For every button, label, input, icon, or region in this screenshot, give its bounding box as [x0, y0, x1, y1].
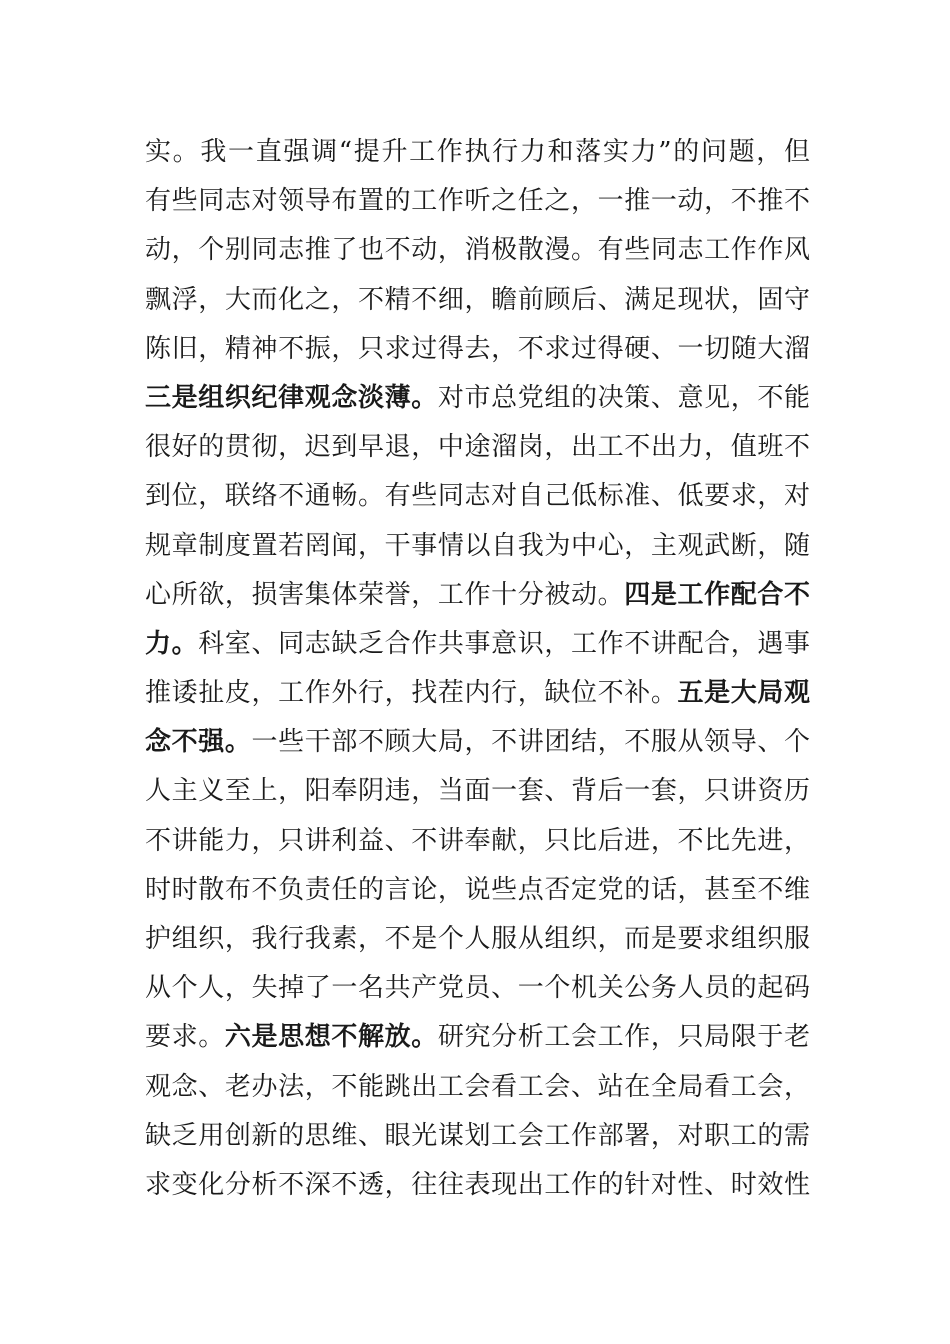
- text-line: [145, 128, 810, 177]
- body-text-run: 人主义至上，阳奉阴违，当面一套、背后一套，只讲资历: [145, 776, 810, 807]
- body-text-run: 有些同志对领导布置的工作听之任之，一推一动，不推不: [145, 186, 810, 217]
- text-line: [145, 817, 810, 866]
- text-line: [145, 866, 810, 915]
- text-line: [145, 423, 810, 472]
- body-text-run: 护组织，我行我素，不是个人服从组织，而是要求组织服: [145, 924, 810, 954]
- text-line: [145, 1063, 810, 1112]
- text-line: [145, 1161, 810, 1210]
- body-text-run: 陈旧，精神不振，只求过得去，不求过得硬、一切随大溜: [145, 333, 810, 364]
- bold-heading-text: 六是思想不解放。: [224, 1022, 438, 1053]
- body-text-run: 对市总党组的决策、意见，不能: [437, 382, 810, 413]
- body-text-run: 不讲能力，只讲利益、不讲奉献，只比后进，不比先进，: [145, 825, 810, 856]
- body-text-run: 飘浮，大而化之，不精不细，瞻前顾后、满足现状，固守: [145, 284, 810, 315]
- bold-heading-text: 四是工作配合不: [624, 579, 810, 610]
- text-line: [145, 964, 810, 1013]
- body-text-run: 科室、同志缺乏合作共事意识，工作不讲配合，遇事: [198, 628, 810, 659]
- body-text-run: 一些干部不顾大局，不讲团结，不服从领导、个: [251, 727, 810, 758]
- body-text-run: 要求。: [145, 1022, 225, 1053]
- text-line: [145, 472, 810, 521]
- text-line: [145, 1013, 810, 1062]
- body-text-run: 很好的贯彻，迟到早退，中途溜岗，出工不出力，值班不: [145, 432, 810, 463]
- body-text-run: 缺乏用创新的思维、眼光谋划工会工作部署，对职工的需: [145, 1120, 810, 1151]
- body-text-run: 推诿扯皮，工作外行，找茬内行，缺位不补。: [145, 678, 678, 709]
- body-text-run: 研究分析工会工作，只局限于老: [437, 1022, 810, 1053]
- bold-heading-text: 力。: [145, 628, 199, 659]
- bold-heading-text: 三是组织纪律观念淡薄。: [145, 382, 438, 413]
- body-text: [145, 128, 810, 1210]
- text-line: [145, 522, 810, 571]
- text-line: [145, 620, 810, 669]
- bold-heading-text: 念不强。: [145, 727, 252, 758]
- text-line: [145, 1112, 810, 1161]
- text-line: [145, 276, 810, 325]
- body-text-run: 时时散布不负责任的言论，说些点否定党的话，甚至不维: [145, 874, 810, 905]
- body-text-run: 观念、老办法，不能跳出工会看工会、站在全局看工会，: [145, 1071, 810, 1102]
- text-line: [145, 325, 810, 374]
- text-line: [145, 226, 810, 275]
- body-text-run: 从个人，失掉了一名共产党员、一个机关公务人员的起码: [145, 973, 810, 1004]
- text-line: [145, 571, 810, 620]
- body-text-run: 心所欲，损害集体荣誉，工作十分被动。: [145, 579, 625, 610]
- text-line: [145, 374, 810, 423]
- body-text-run: 规章制度置若罔闻，干事情以自我为中心，主观武断，随: [145, 530, 810, 561]
- body-text-run: 到位，联络不通畅。有些同志对自己低标准、低要求，对: [145, 481, 810, 512]
- bold-heading-text: 五是大局观: [677, 678, 810, 709]
- text-line: [145, 177, 810, 226]
- text-line: [145, 718, 810, 767]
- text-line: [145, 669, 810, 718]
- text-line: [145, 767, 810, 816]
- body-text-run: 实。我一直强调“提升工作执行力和落实力”的问题，但: [145, 137, 810, 167]
- body-text-run: 求变化分析不深不透，往往表现出工作的针对性、时效性: [145, 1169, 810, 1200]
- body-text-run: 动，个别同志推了也不动，消极散漫。有些同志工作作风: [145, 235, 810, 266]
- text-line: [145, 915, 810, 964]
